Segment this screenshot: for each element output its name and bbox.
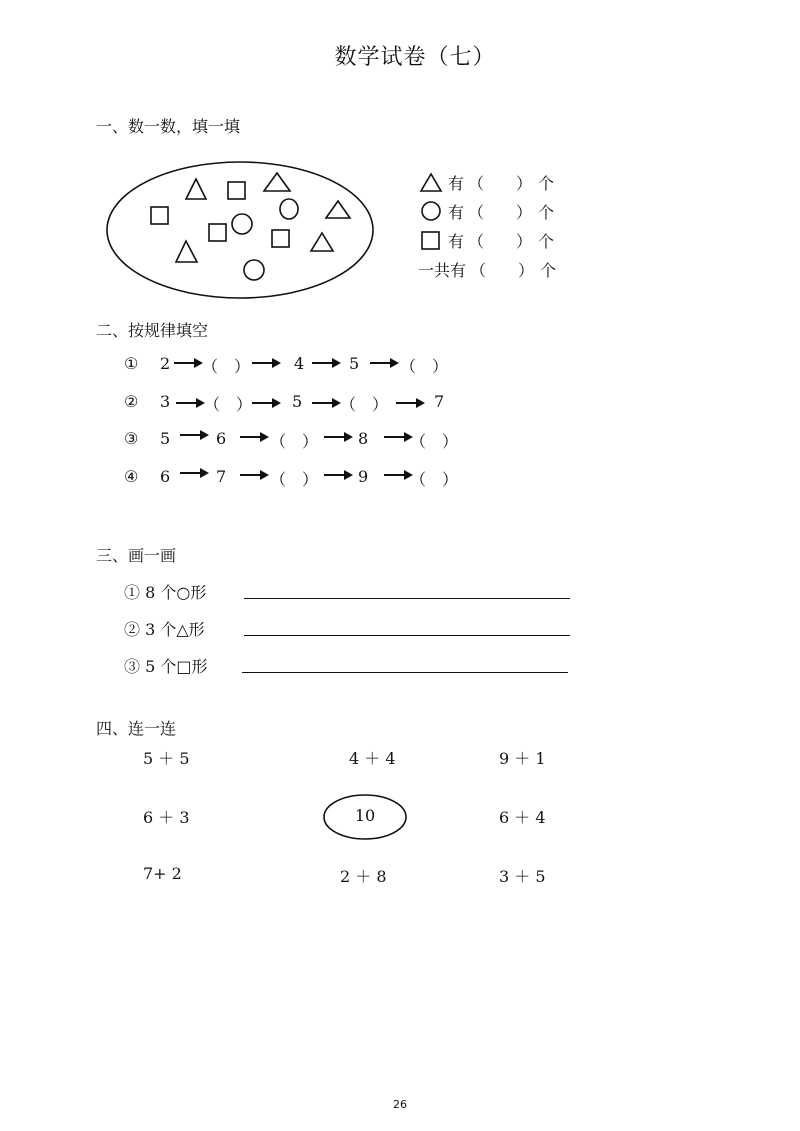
- seq-item: 7: [216, 467, 227, 486]
- triangle-icon: [176, 241, 197, 262]
- arrow-right-icon: [396, 397, 426, 409]
- expression[interactable]: 9 ＋ 1: [499, 749, 546, 768]
- section3-heading: 三、画一画: [96, 546, 177, 565]
- answer-blank[interactable]: （ ）: [468, 173, 533, 193]
- circle-icon: [280, 199, 298, 219]
- triangle-icon: [264, 173, 290, 191]
- drawing-line[interactable]: [244, 635, 570, 636]
- drawing-line[interactable]: [242, 672, 568, 673]
- seq-item: 5: [160, 429, 171, 448]
- expression[interactable]: 7+ 2: [143, 864, 182, 883]
- arrow-right-icon: [180, 467, 210, 479]
- section2-heading: 二、按规律填空: [96, 321, 209, 340]
- arrow-right-icon: [312, 357, 342, 369]
- row-marker: ①: [124, 354, 139, 373]
- shapes-oval: [100, 158, 385, 306]
- circle-icon: [232, 214, 252, 234]
- drawing-line[interactable]: [244, 598, 570, 599]
- circle-icon: [244, 260, 264, 280]
- square-icon: [151, 207, 168, 224]
- circle-icon: [418, 200, 444, 222]
- arrow-right-icon: [240, 431, 270, 443]
- seq-item: 6: [216, 429, 227, 448]
- answer-blank[interactable]: （ ）: [468, 231, 533, 251]
- seq-item: 3: [160, 392, 171, 411]
- answer-blank[interactable]: （ ）: [470, 260, 535, 280]
- answer-blank[interactable]: （ ）: [468, 202, 533, 222]
- page-title: 数学试卷（七）: [334, 45, 496, 70]
- expression[interactable]: 5 ＋ 5: [143, 749, 190, 768]
- row-marker: ④: [124, 467, 139, 486]
- expression[interactable]: 2 ＋ 8: [340, 867, 387, 886]
- count-row-total: 一共有 （ ） 个: [418, 257, 556, 281]
- sequence-row-3: [124, 429, 484, 453]
- row-marker: ②: [124, 392, 139, 411]
- square-icon: [228, 182, 245, 199]
- seq-item: 4: [294, 354, 305, 373]
- arrow-right-icon: [174, 357, 204, 369]
- seq-item: 8: [358, 429, 369, 448]
- expression[interactable]: 6 ＋ 3: [143, 808, 190, 827]
- arrow-right-icon: [370, 357, 400, 369]
- arrow-right-icon: [252, 357, 282, 369]
- answer-blank[interactable]: （ ）: [410, 432, 459, 451]
- section1-heading: 一、数一数，填一填: [96, 117, 241, 136]
- expression[interactable]: 4 ＋ 4: [349, 749, 396, 768]
- draw-row-triangles: ② 3 个△形: [124, 617, 584, 641]
- square-icon: [272, 230, 289, 247]
- answer-blank[interactable]: （ ）: [340, 395, 389, 414]
- count-row-triangle: 有 （ ） 个: [418, 170, 554, 194]
- answer-blank[interactable]: （ ）: [270, 470, 319, 489]
- answer-blank[interactable]: （ ）: [202, 357, 251, 376]
- center-number[interactable]: 10: [354, 806, 376, 825]
- arrow-right-icon: [312, 397, 342, 409]
- sequence-row-1: [124, 354, 484, 378]
- arrow-right-icon: [240, 469, 270, 481]
- seq-item: 5: [349, 354, 360, 373]
- seq-item: 2: [160, 354, 171, 373]
- seq-item: 9: [358, 467, 369, 486]
- seq-item: 5: [292, 392, 303, 411]
- seq-item: 6: [160, 467, 171, 486]
- count-row-circle: 有 （ ） 个: [418, 199, 554, 223]
- section4-heading: 四、连一连: [96, 719, 177, 738]
- seq-item: 7: [434, 392, 445, 411]
- sequence-row-2: [124, 392, 484, 416]
- triangle-icon: [418, 171, 444, 193]
- triangle-icon: [311, 233, 333, 251]
- page-number: 26: [393, 1098, 407, 1111]
- arrow-right-icon: [252, 397, 282, 409]
- expression[interactable]: 3 ＋ 5: [499, 867, 546, 886]
- triangle-icon: [326, 201, 350, 218]
- square-icon: [418, 229, 444, 251]
- answer-blank[interactable]: （ ）: [270, 432, 319, 451]
- draw-row-circles: ① 8 个○形: [124, 580, 584, 604]
- answer-blank[interactable]: （ ）: [400, 357, 449, 376]
- sequence-row-4: [124, 467, 484, 491]
- row-marker: ③: [124, 429, 139, 448]
- draw-row-squares: ③ 5 个□形: [124, 654, 584, 678]
- answer-blank[interactable]: （ ）: [410, 470, 459, 489]
- arrow-right-icon: [180, 429, 210, 441]
- arrow-right-icon: [324, 469, 354, 481]
- triangle-icon: [186, 179, 206, 199]
- answer-blank[interactable]: （ ）: [204, 395, 253, 414]
- arrow-right-icon: [176, 397, 206, 409]
- square-icon: [209, 224, 226, 241]
- arrow-right-icon: [324, 431, 354, 443]
- expression[interactable]: 6 ＋ 4: [499, 808, 546, 827]
- count-row-square: 有 （ ） 个: [418, 228, 554, 252]
